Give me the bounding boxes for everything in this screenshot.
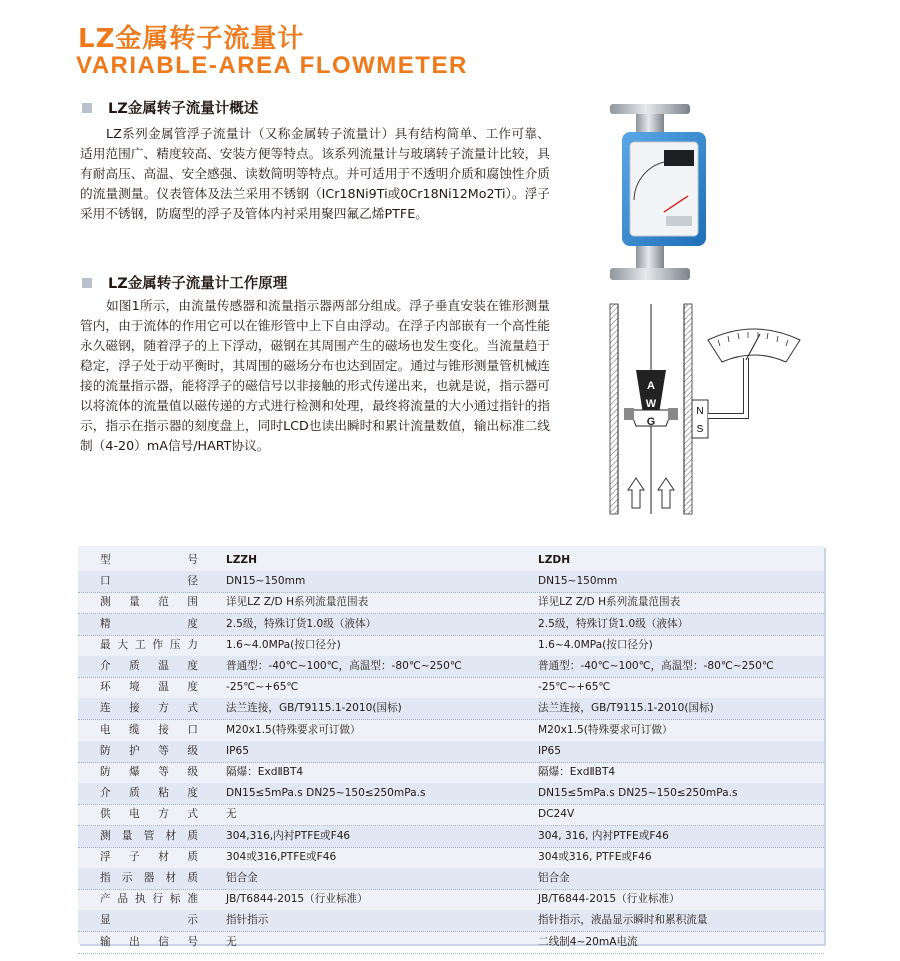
table-row <box>78 592 824 614</box>
row-label: 测量管材质 <box>100 829 198 842</box>
cell-lzzh: 2.5级，特殊订货1.0级（液体） <box>226 617 377 630</box>
table-row <box>78 656 824 678</box>
cell-lzzh: 详见LZ Z/D H系列流量范围表 <box>226 596 369 609</box>
spec-table <box>78 546 824 948</box>
bullet-square-icon <box>82 103 92 113</box>
flowmeter-photo <box>600 100 710 290</box>
table-row <box>78 741 824 763</box>
cell-lzdh: 详见LZ Z/D H系列流量范围表 <box>538 596 681 609</box>
cell-lzzh: DN15~150mm <box>226 575 306 588</box>
page-title-cn: LZ金属转子流量计 <box>78 24 305 54</box>
cell-lzdh: 隔爆：ExdⅡBT4 <box>538 766 616 778</box>
page-title-en: VARIABLE-AREA FLOWMETER <box>76 52 468 79</box>
float-letter-a: A <box>647 380 655 392</box>
row-label: 精度 <box>100 617 198 630</box>
table-row <box>78 571 824 593</box>
row-label: 产品执行标准 <box>100 893 198 906</box>
cell-lzzh: -25℃~+65℃ <box>226 681 299 694</box>
float-letter-w: W <box>645 398 657 410</box>
row-label: 连接方式 <box>100 702 198 715</box>
cell-lzzh: 1.6~4.0MPa(按口径分) <box>226 638 341 651</box>
row-label: 型号 <box>100 554 198 566</box>
table-row <box>78 635 824 657</box>
cell-lzzh: DN15≤5mPa.s DN25~150≤250mPa.s <box>226 787 426 800</box>
cell-lzdh: 1.6~4.0MPa(按口径分) <box>538 638 653 651</box>
row-label: 电缆接口 <box>100 723 198 736</box>
cell-lzzh: 法兰连接，GB/T9115.1-2010(国标) <box>226 702 402 715</box>
table-row <box>78 804 824 826</box>
cell-lzzh: 隔爆：ExdⅡBT4 <box>226 766 304 778</box>
cell-lzdh: 304, 316, 内衬PTFE或F46 <box>538 829 669 842</box>
table-row <box>78 847 824 869</box>
cell-lzzh: 304,316,内衬PTFE或F46 <box>226 829 351 842</box>
table-row <box>78 614 824 636</box>
bullet-square-icon <box>82 278 92 288</box>
principle-paragraph: 如图1所示，由流量传感器和流量指示器两部分组成。浮子垂直安装在锥形测量管内，由于流体的作用它可以在锥形管中上下自由浮动。在浮子内部嵌有一个高性能永久磁钢，随着浮子的上下浮动，磁钢在其周围产生的磁场也发生变化。当流量趋于稳定，浮子处于动平衡时，其周围的磁场分布也达到固定。通过与锥形测量管机械连接的流量指示器，能将浮子的磁信号以非接触的形式传递出来，也就是说，指示器可以将流体的流量值以磁传递的方式进行检测和处理，最终将流量的大小通过指针的指示，指示在指示器的刻度盘上，同时LCD也读出瞬时和累计流量数值，输出标准二线制（4-20）mA信号/HART协议。 <box>80 298 550 453</box>
table-row <box>78 889 824 911</box>
cell-lzdh: 二线制4~20mA电流 <box>538 935 638 948</box>
row-label: 口径 <box>100 575 198 588</box>
cell-lzzh: JB/T6844-2015（行业标准） <box>226 893 368 906</box>
table-row <box>78 932 824 954</box>
cell-lzzh: 无 <box>226 808 237 821</box>
section-heading-principle <box>82 272 287 293</box>
table-row <box>78 762 824 784</box>
cell-lzzh: 无 <box>226 935 237 948</box>
row-label: 指示器材质 <box>100 872 198 884</box>
cell-lzdh: IP65 <box>538 744 561 757</box>
row-label: 测量范围 <box>100 596 198 609</box>
working-principle-diagram <box>596 300 826 515</box>
cell-lzdh: JB/T6844-2015（行业标准） <box>538 893 680 906</box>
cell-lzdh: 铝合金 <box>538 872 570 884</box>
row-label: 最大工作压力 <box>100 638 198 651</box>
cell-lzdh: 2.5级，特殊订货1.0级（液体） <box>538 617 689 630</box>
section-heading-overview <box>82 97 258 118</box>
float-letter-g: G <box>646 416 656 428</box>
cell-lzzh: IP65 <box>226 744 249 757</box>
cell-lzdh: 法兰连接，GB/T9115.1-2010(国标) <box>538 702 714 715</box>
cell-lzdh: DC24V <box>538 808 575 821</box>
row-label: 浮子材质 <box>100 850 198 863</box>
magnet-letter-s: S <box>696 424 704 435</box>
row-label: 防护等级 <box>100 744 198 757</box>
cell-lzdh: M20x1.5(特殊要求可订做） <box>538 723 673 736</box>
row-label: 介质粘度 <box>100 787 198 800</box>
row-label: 环境温度 <box>100 681 198 694</box>
table-row <box>78 826 824 848</box>
table-row <box>78 910 824 932</box>
row-label: 显示 <box>100 914 198 927</box>
cell-lzdh: 指针指示，液晶显示瞬时和累积流量 <box>538 914 708 927</box>
section-heading-text: LZ金属转子流量计工作原理 <box>108 276 288 292</box>
cell-lzdh: -25℃~+65℃ <box>538 681 611 694</box>
table-header-row <box>78 550 824 572</box>
table-row <box>78 868 824 890</box>
cell-lzdh: 普通型：-40℃~100℃，高温型：-80℃~250℃ <box>538 660 774 672</box>
table-row <box>78 677 824 699</box>
table-row <box>78 698 824 720</box>
magnet-letter-n: N <box>696 406 704 417</box>
cell-lzzh: 304或316,PTFE或F46 <box>226 850 337 863</box>
cell-lzdh: DN15≤5mPa.s DN25~150≤250mPa.s <box>538 787 738 800</box>
cell-lzzh: 铝合金 <box>226 872 258 884</box>
row-label: 供电方式 <box>100 808 198 821</box>
overview-paragraph: LZ系列金属管浮子流量计（又称金属转子流量计）具有结构简单、工作可靠、适用范围广、精度较高、安装方便等特点。该系列流量计与玻璃转子流量计比较，具有耐高压、高温、安全感强、读数简明等特点。并可适用于不透明介质和腐蚀性介质的流量测量。仪表管体及法兰采用不锈钢（ICr18Ni9Ti或0Cr18Ni12Mo2Ti）。浮子采用不锈钢，防腐型的浮子及管体内衬采用聚四氟乙烯PTFE。 <box>80 126 550 221</box>
row-label: 输出信号 <box>100 935 198 948</box>
cell-lzzh: 普通型：-40℃~100℃，高温型：-80℃~250℃ <box>226 660 462 672</box>
row-label: 介质温度 <box>100 660 198 672</box>
table-row <box>78 783 824 805</box>
cell-lzzh: M20x1.5(特殊要求可订做） <box>226 723 361 736</box>
cell-lzdh: DN15~150mm <box>538 575 618 588</box>
cell-lzzh: 指针指示 <box>226 914 269 927</box>
cell-lzdh: 304或316, PTFE或F46 <box>538 850 652 863</box>
table-row <box>78 720 824 742</box>
section-heading-text: LZ金属转子流量计概述 <box>108 101 259 117</box>
cell-lzdh: LZDH <box>538 554 571 566</box>
row-label: 防爆等级 <box>100 766 198 778</box>
cell-lzzh: LZZH <box>226 554 257 566</box>
